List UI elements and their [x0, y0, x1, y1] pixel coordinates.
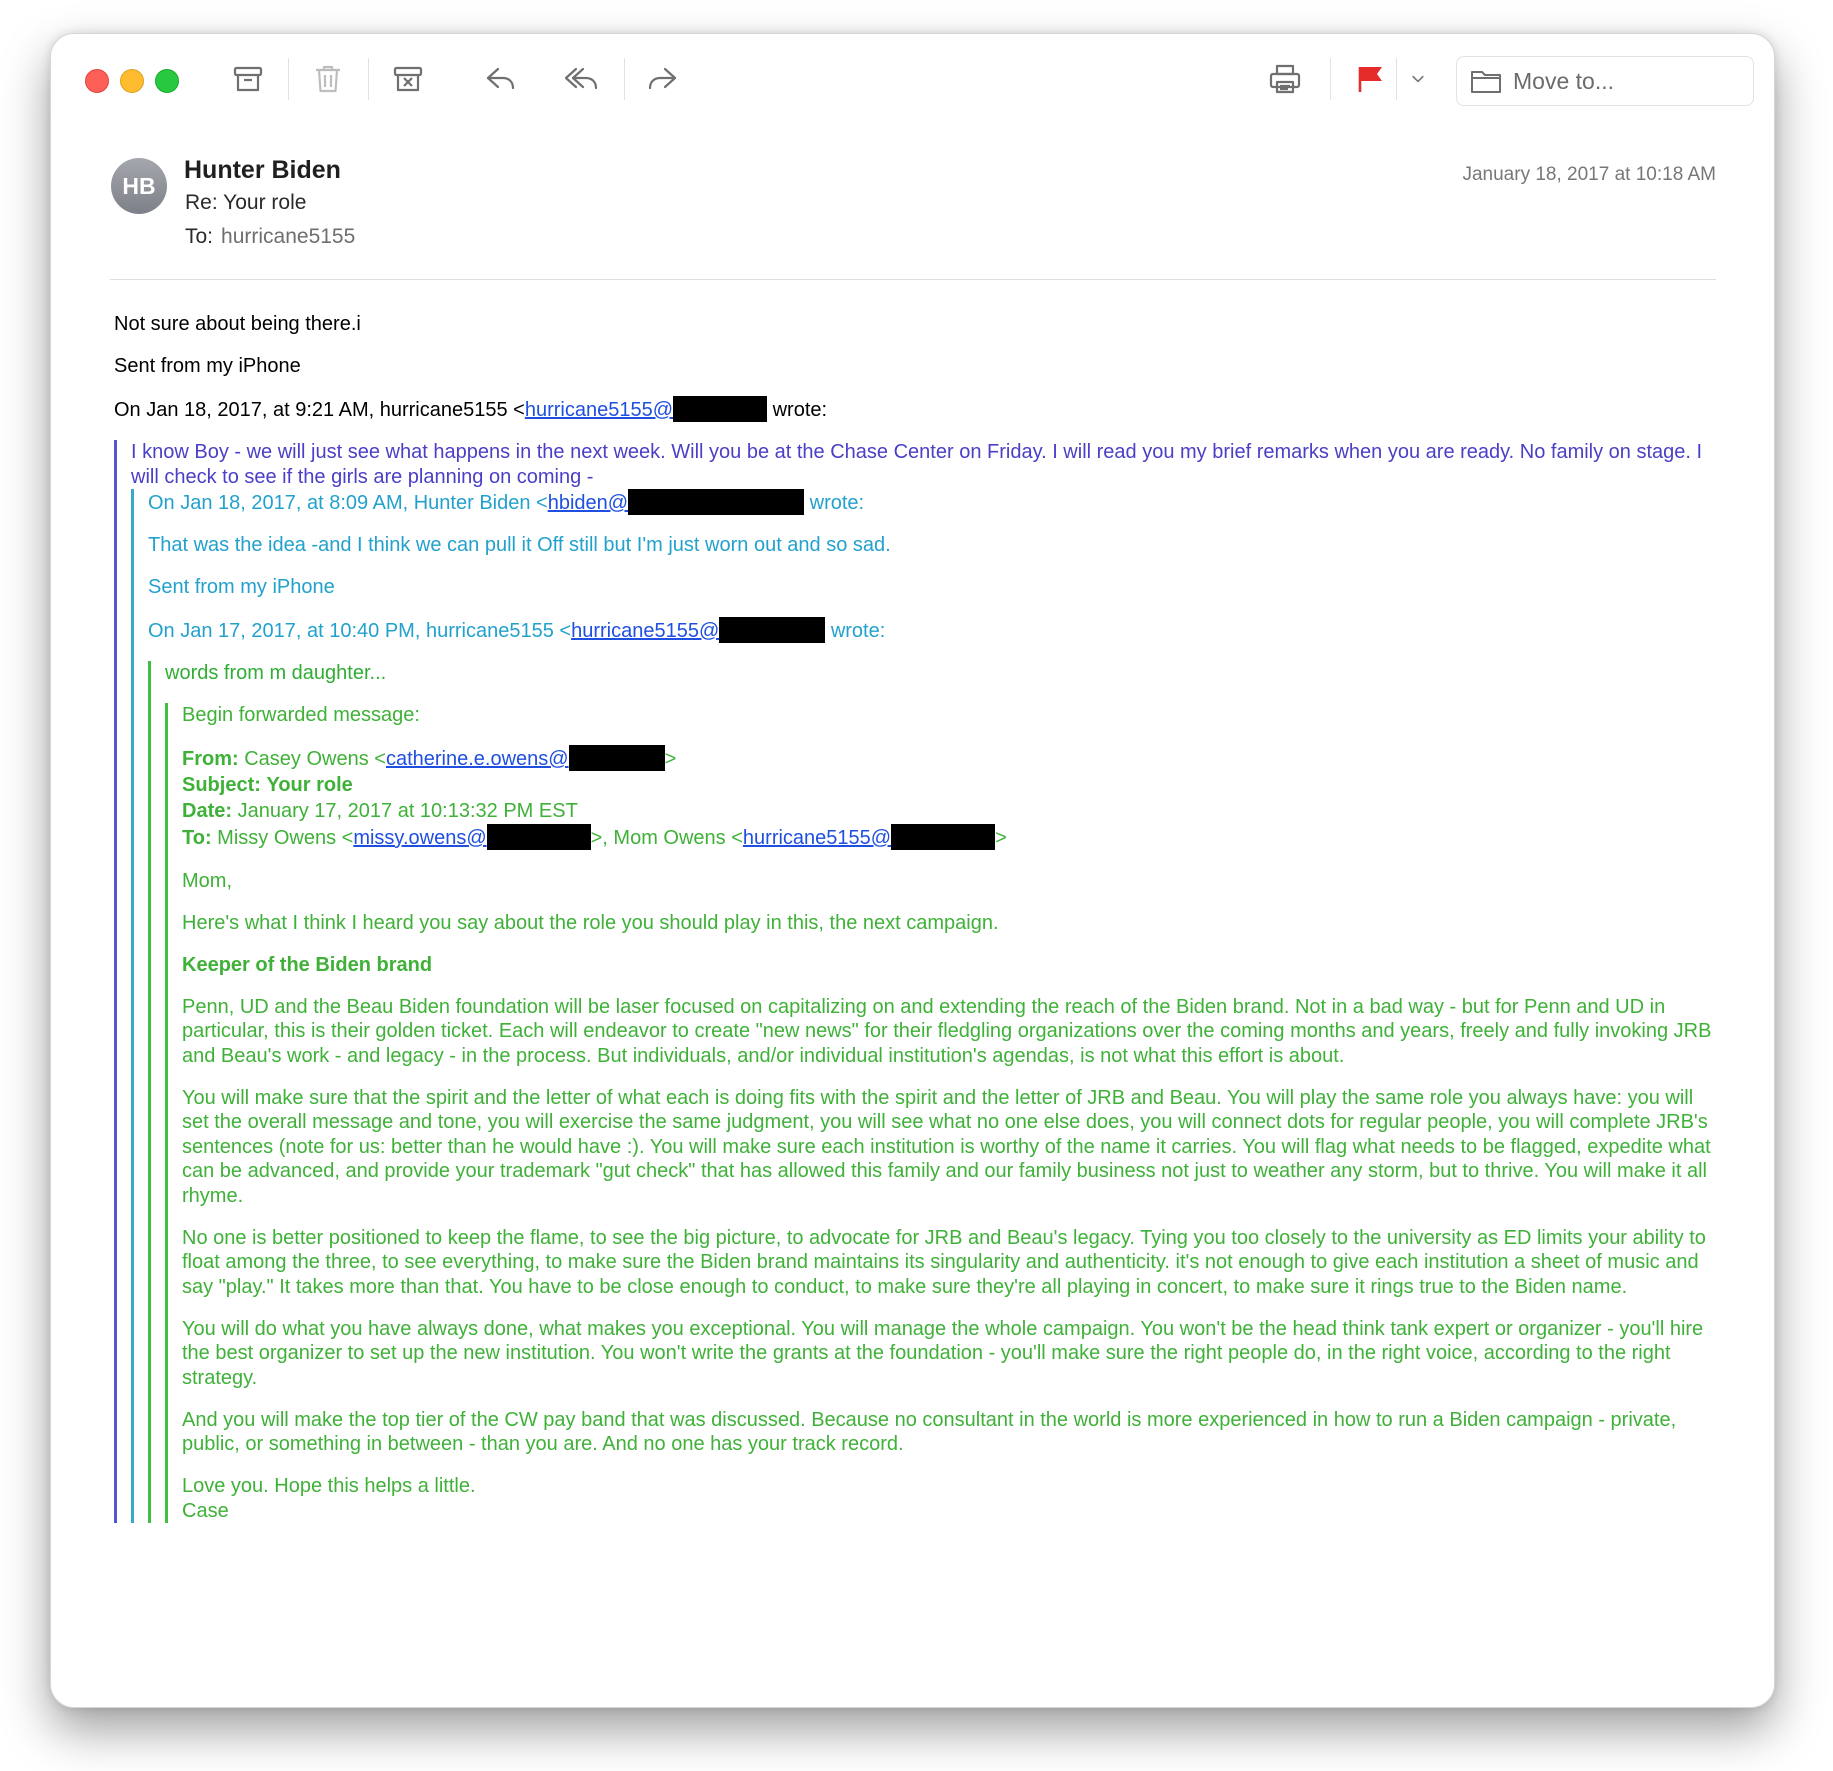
attribution-text: On Jan 18, 2017, at 8:09 AM, Hunter Biden < [148, 492, 548, 514]
forward-from [182, 745, 1724, 772]
forward-date [182, 798, 1724, 824]
message-date: January 18, 2017 at 10:18 AM [1462, 164, 1716, 185]
paragraph: And you will make the top tier of the CW pay band that was discussed. Because no consultant in the world is more experienced in how to run a Biden campaign - private, public, or something in between - than you are. And no one has your track record. [182, 1408, 1677, 1455]
email-link[interactable]: hurricane5155@ [742, 827, 892, 849]
reply-text: Not sure about being there.i [114, 313, 361, 335]
message-body [114, 312, 1724, 1523]
attribution-text: On Jan 17, 2017, at 10:40 PM, hurricane5155 < [148, 620, 572, 642]
forwarded-message [165, 703, 1724, 1523]
redaction-bar [569, 745, 665, 771]
sender-name: Hunter Biden [184, 156, 341, 184]
email-link[interactable]: hbiden@ [547, 492, 629, 514]
move-to-label: Move to... [1513, 67, 1614, 94]
reply-icon[interactable] [478, 56, 524, 102]
attribution-suffix: wrote: [825, 620, 886, 642]
print-icon[interactable] [1262, 56, 1308, 102]
to-value: >, Mom Owens < [590, 827, 743, 849]
paragraph: You will do what you have always done, what makes you exceptional. You will manage the whole campaign. You won't be the head think tank expert or organizer - you'll hire the best organizer to set up the new institution. You won't write the grants at the foundation - you'll make sure the right people do, in the right voice, according to the right strategy. [182, 1317, 1704, 1389]
message-subject: Re: Your role [185, 191, 307, 214]
paragraph: No one is better positioned to keep the flame, to see the big picture, to advocate for JRB and Beau's legacy. Tying you too closely to the university as ED limits your ability to float among the three, to see everything, to make sure the Biden brand maintains its singularity and authenticity. it's not enough to give each institution a sheet of music and say "play." It takes more than that. You have to be close enough to conduct, to make sure they're all playing in concert, to make sure it rings true to the Biden name. [182, 1226, 1706, 1298]
forward-subject [182, 772, 1724, 798]
move-to-button[interactable] [1456, 56, 1754, 106]
section-heading: Keeper of the Biden brand [182, 953, 433, 976]
subject-label: Subject: [182, 774, 261, 796]
email-link[interactable]: hurricane5155@ [524, 399, 674, 421]
to-label: To: [182, 827, 212, 849]
minimize-window-button[interactable] [120, 69, 144, 93]
from-label: From: [182, 748, 239, 770]
date-label: Date: [182, 800, 233, 822]
trash-icon[interactable] [305, 56, 351, 102]
closing-name: Case [182, 1499, 229, 1522]
email-link[interactable]: missy.owens@ [353, 827, 487, 849]
attribution-suffix: wrote: [767, 399, 828, 421]
to-value: Missy Owens < [217, 827, 354, 849]
quoted-text: I know Boy - we will just see what happens in the next week. Will you be at the Chase Center on Friday. I will read you my brief remarks when you are ready. No family on stage. I will check to see if the girls are planning on coming - [131, 441, 1703, 488]
chevron-down-icon[interactable] [1398, 56, 1438, 102]
attribution-suffix: wrote: [804, 492, 865, 514]
folder-icon [1469, 66, 1503, 96]
quote-level-3 [148, 661, 1724, 1523]
quote-attribution-1 [114, 396, 1724, 423]
subject-value: Your role [266, 774, 353, 796]
header-divider [110, 279, 1716, 280]
quoted-text: That was the idea -and I think we can pull it Off still but I'm just worn out and so sad. [148, 534, 891, 556]
forward-icon[interactable] [639, 56, 685, 102]
junk-icon[interactable] [385, 56, 431, 102]
recipient-value[interactable]: hurricane5155 [221, 225, 356, 248]
zoom-window-button[interactable] [155, 69, 179, 93]
reply-all-icon[interactable] [558, 56, 604, 102]
quote-level-1 [114, 440, 1724, 1523]
email-link[interactable]: catherine.e.owens@ [385, 748, 569, 770]
paragraph: Penn, UD and the Beau Biden foundation will be laser focused on capitalizing on and extending the reach of the Biden brand. Not in a bad way - but for Penn and UD in particular, this is their golden ticket. Each will endeavor to create "new news" for their fledgling organizations over the coming months and years, freely and fully invoking JRB and Beau's work - and legacy - in the process. But individuals, and/or individual institution's agendas, is not what this effort is about. [182, 995, 1712, 1067]
forward-label: Begin forwarded message: [182, 704, 420, 726]
paragraph: Here's what I think I heard you say about the role you should play in this, the next campaign. [182, 911, 999, 934]
to-label: To: [185, 225, 214, 248]
email-link[interactable]: hurricane5155@ [571, 620, 720, 642]
closing: Love you. Hope this helps a little. [182, 1475, 476, 1497]
toolbar [51, 34, 1774, 124]
quote-level-2 [131, 489, 1724, 1523]
redaction-bar [891, 824, 995, 850]
flag-icon[interactable] [1347, 56, 1393, 102]
quote-attribution-3 [148, 617, 1724, 644]
from-close: > [664, 748, 677, 770]
paragraph: You will make sure that the spirit and the letter of what each is doing fits with the spirit and the letter of JRB and Beau. You will play the same role you always have: you will set the overall message and tone, you will exercise the same judgment, you will see what no one else does, you will connect dots for regular people, you will complete JRB's sentences (note for us: better than he would have :). You will make sure each institution is worthy of the name it carries. You will flag what needs to be flagged, expedite what can be advanced, and provide your trademark "gut check" that has allowed this family and our family business not just to weather any storm, but to thrive. You will make it all rhyme. [182, 1086, 1711, 1207]
close-window-button[interactable] [85, 69, 109, 93]
to-close: > [995, 827, 1007, 849]
redaction-bar [628, 489, 804, 515]
recipient-line [185, 225, 355, 249]
quote-attribution-2 [148, 489, 1724, 516]
mail-window [50, 33, 1775, 1708]
redaction-bar [487, 824, 591, 850]
greeting: Mom, [182, 869, 232, 892]
quoted-text: words from m daughter... [165, 662, 387, 684]
date-value: January 17, 2017 at 10:13:32 PM EST [237, 800, 578, 822]
signature: Sent from my iPhone [114, 355, 301, 377]
signature: Sent from my iPhone [148, 576, 335, 598]
archive-icon[interactable] [225, 56, 271, 102]
from-value: Casey Owens < [244, 748, 386, 770]
redaction-bar [719, 617, 825, 643]
forward-to [182, 824, 1724, 851]
forward-headers [182, 745, 1724, 851]
redaction-bar [673, 396, 767, 422]
avatar: HB [111, 158, 167, 214]
attribution-text: On Jan 18, 2017, at 9:21 AM, hurricane5155 < [114, 399, 525, 421]
